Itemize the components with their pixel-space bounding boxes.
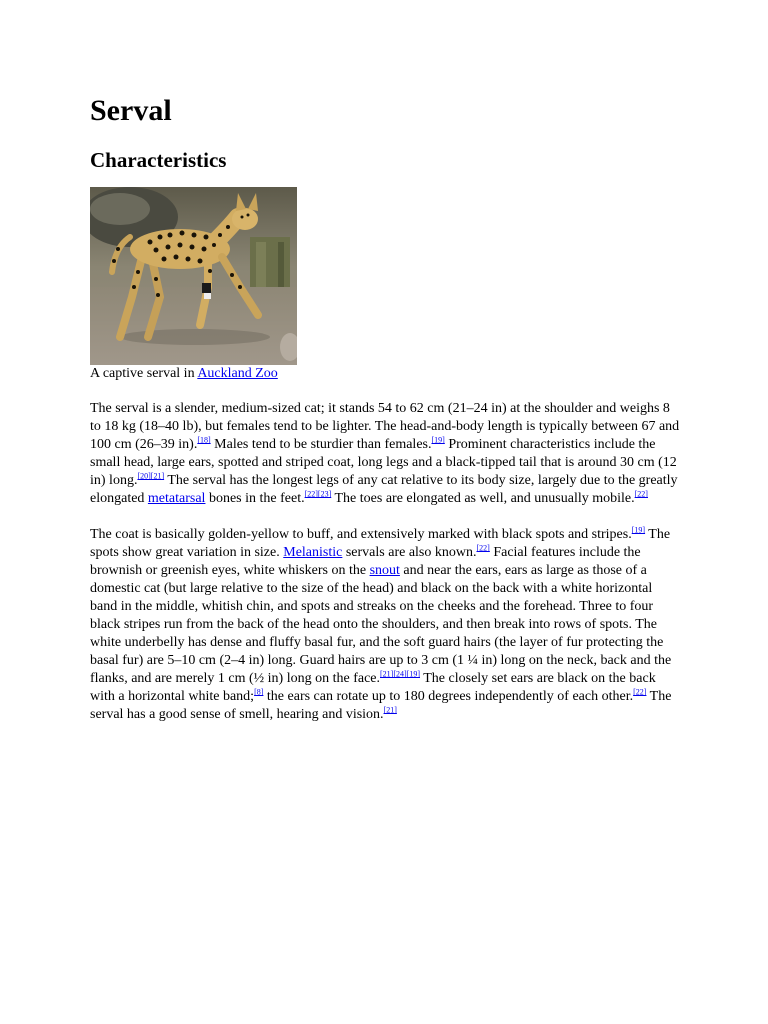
text-segment: servals are also known.: [342, 545, 477, 560]
text-segment: the ears can rotate up to 180 degrees independently of each other.: [263, 689, 634, 704]
paragraph-coat: [90, 526, 680, 724]
text-segment: The spots show great variation in size.: [90, 527, 671, 560]
article: [90, 92, 680, 724]
text-segment: Males tend to be sturdier than females.: [210, 437, 432, 452]
text-segment: The serval has the longest legs of any cat relative to its body size, largely due to the greatly elongated: [90, 473, 678, 506]
citation-link[interactable]: [21]: [383, 705, 397, 715]
citation-link[interactable]: [20][21]: [137, 471, 165, 481]
section-heading: Characteristics: [90, 148, 227, 172]
caption-link-auckland-zoo[interactable]: Auckland Zoo: [197, 366, 278, 381]
citation-link[interactable]: [19]: [431, 435, 445, 445]
citation: [137, 471, 164, 480]
citation-link[interactable]: [18]: [197, 435, 211, 445]
text-segment: Facial features include the brownish or greenish eyes, white whiskers on the: [90, 545, 641, 578]
text-segment: The serval is a slender, medium-sized cat; it stands 54 to 62 cm (21–24 in) at the shoulder and weighs 8 to 18 kg (18–40 lb), but females tend to be lighter. The head-and-body length is typically between 67 and 100 cm (26–39 in).: [90, 401, 680, 452]
text-segment: and near the ears, ears as large as those of a domestic cat (but large relative to the size of the head) and black on the back with a white horizontal band in the middle, whitish chin, and spots and streaks on the cheeks and the forehead. Three to four black stripes run from the back of the head onto the shoulders, and then break into rows of spots. The white underbelly has dense and fluffy basal fur, and the soft guard hairs (the layer of fur protecting the basal fur) are 5–10 cm (2–4 in) long. Guard hairs are up to 3 cm (1 ¼ in) long on the neck, back and the flanks, and are merely 1 cm (½ in) long on the face.: [90, 563, 672, 686]
text-segment: Prominent characteristics include the small head, large ears, spotted and striped coat, long legs and a black-tipped tail that is around 30 cm (12 in) long.: [90, 437, 677, 488]
text-segment: The toes are elongated as well, and unusually mobile.: [331, 491, 635, 506]
link-snout[interactable]: snout: [369, 563, 400, 578]
page-title: Serval: [90, 94, 172, 127]
text-segment: The serval has a good sense of smell, hearing and vision.: [90, 689, 672, 722]
citation: [431, 435, 444, 444]
text-segment: The coat is basically golden-yellow to buff, and extensively marked with black spots and stripes.: [90, 527, 632, 542]
citation: [197, 435, 210, 444]
link-melanistic[interactable]: Melanistic: [283, 545, 343, 560]
citation-link[interactable]: [22][23]: [304, 489, 332, 499]
citation-link[interactable]: [21][24][19]: [380, 669, 420, 679]
link-metatarsal[interactable]: metatarsal: [147, 491, 206, 506]
text-segment: bones in the feet.: [205, 491, 305, 506]
serval-photo: [90, 187, 297, 365]
citation-link[interactable]: [19]: [631, 525, 646, 535]
text-segment: The closely set ears are black on the back with a horizontal white band;: [90, 671, 656, 704]
citation: [380, 669, 420, 678]
citation: [635, 489, 648, 498]
citation-link[interactable]: [22]: [476, 543, 490, 553]
citation: [384, 705, 397, 714]
citation: [633, 687, 646, 696]
citation: [254, 687, 263, 696]
citation: [305, 489, 332, 498]
citation-link[interactable]: [22]: [634, 489, 648, 499]
citation: [632, 525, 645, 534]
figure-caption: [90, 365, 680, 383]
caption-text: A captive serval in: [90, 366, 198, 381]
citation-link[interactable]: [22]: [633, 687, 647, 697]
serval-image: [90, 187, 297, 365]
citation-link[interactable]: [8]: [254, 687, 264, 697]
paragraph-dimensions: [90, 400, 680, 508]
citation: [477, 543, 490, 552]
